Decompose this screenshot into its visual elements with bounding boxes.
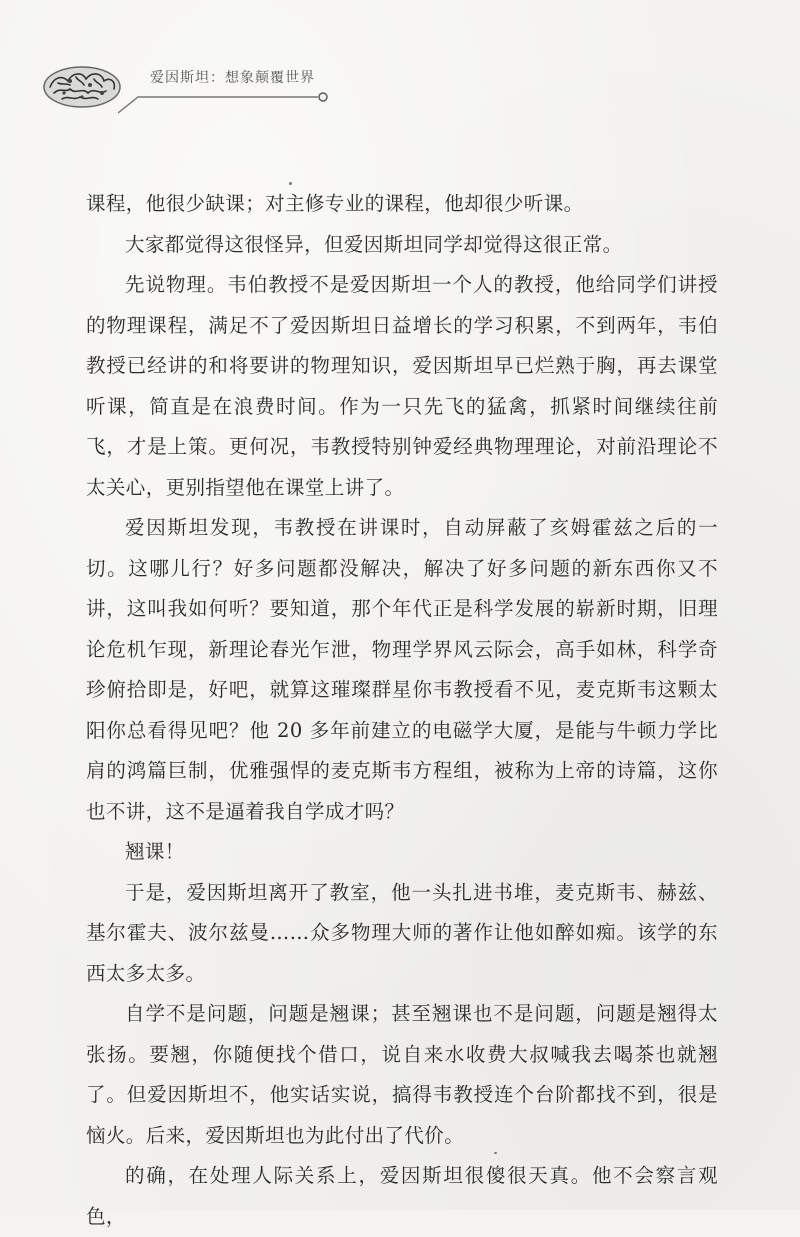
paragraph: 于是，爱因斯坦离开了教室，他一头扎进书堆，麦克斯韦、赫兹、基尔霍夫、波尔兹曼……众多物理大师的著作让他如醉如痴。该学的东西太多太多。 xyxy=(86,880,718,985)
paragraph: 翘课！ xyxy=(125,840,185,863)
paragraph: 课程，他很少缺课；对主修专业的课程，他却很少听课。 xyxy=(86,192,584,215)
paragraph: 的确，在处理人际关系上，爱因斯坦很傻很天真。他不会察言观色， xyxy=(86,1164,718,1228)
paragraph: 大家都觉得这很怪异，但爱因斯坦同学却觉得这很正常。 xyxy=(125,232,623,256)
header-rule xyxy=(118,81,333,121)
scan-speck xyxy=(289,182,292,185)
running-header xyxy=(40,55,340,115)
header-title: 爱因斯坦：想象颠覆世界 xyxy=(150,70,315,86)
body-text xyxy=(86,184,718,1237)
paragraph: 爱因斯坦发现，韦教授在讲课时，自动屏蔽了亥姆霍兹之后的一切。这哪儿行？好多问题都没解决，解决了好多问题的新东西你又不讲，这叫我如何听？要知道，那个年代正是科学发展的崭新时期，旧理论危机乍现，新理论春光乍泄，物理学界风云际会，高手如林，科学奇珍俯拾即是，好吧，就算这璀璨群星你韦教授看不见，麦克斯韦这颗太阳你总看得见吧？他 20 多年前建立的电磁学大厦，是能与牛顿力学比肩的鸿篇巨制，优雅强悍的麦克斯韦方程组，被称为上帝的诗篇，这你也不讲，这不是逼着我自学成才吗？ xyxy=(86,516,718,823)
scan-speck xyxy=(494,1152,497,1154)
paragraph: 自学不是问题，问题是翘课；甚至翘课也不是问题，问题是翘得太张扬。要翘，你随便找个借口，说自来水收费大叔喊我去喝茶也就翘了。但爱因斯坦不，他实话实说，搞得韦教授连个台阶都找不到，很是恼火。后来，爱因斯坦也为此付出了代价。 xyxy=(86,1002,718,1147)
paragraph: 先说物理。韦伯教授不是爱因斯坦一个人的教授，他给同学们讲授的物理课程，满足不了爱因斯坦日益增长的学习积累，不到两年，韦伯教授已经讲的和将要讲的物理知识，爱因斯坦早已烂熟于胸，再去课堂听课，简直是在浪费时间。作为一只先飞的猛禽，抓紧时间继续往前飞，才是上策。更何况，韦教授特别钟爱经典物理理论，对前沿理论不太关心，更别指望他在课堂上讲了。 xyxy=(86,273,718,499)
brain-icon xyxy=(40,63,124,111)
